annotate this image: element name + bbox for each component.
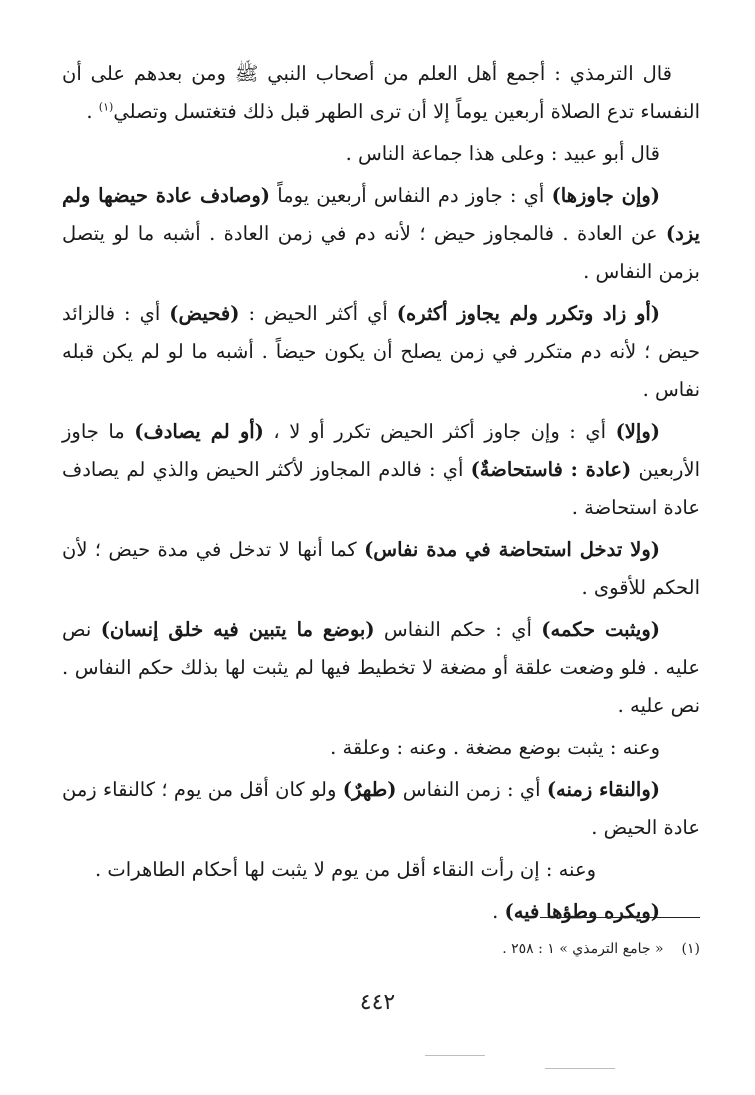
paragraph-abu-ubaid <box>62 135 700 173</box>
paragraph-text: وعنه : إن رأت النقاء أقل من يوم لا يثبت لها أحكام الطاهرات . <box>95 858 596 881</box>
commentary-text: أي أكثر الحيض : <box>239 302 397 325</box>
matn-phrase: (أو لم يصادف) <box>134 420 264 443</box>
scan-speck <box>425 1055 485 1056</box>
matn-phrase: (ويثبت حكمه) <box>541 618 660 641</box>
commentary-text: ما جاوز الأربعين <box>62 420 701 481</box>
matn-phrase: (أو زاد وتكرر ولم يجاوز أكثره) <box>396 302 660 325</box>
paragraph-disliked <box>62 893 700 931</box>
paragraph-exceeding <box>62 177 700 291</box>
commentary-text: كما أنها لا تدخل في مدة حيض ؛ لأن الحكم للأقوى . <box>62 538 700 599</box>
matn-phrase: (وصادف عادة حيضها ولم يزد) <box>62 184 700 245</box>
page-number: ٤٤٢ <box>359 990 396 1015</box>
paragraph-text: قال أبو عبيد : وعلى هذا جماعة الناس . <box>345 142 660 165</box>
paragraph-narration-1 <box>62 729 700 767</box>
matn-phrase: (والنقاء زمنه) <box>546 778 660 801</box>
paragraph-repeated <box>62 295 700 409</box>
paragraph-otherwise <box>62 413 700 527</box>
commentary-text: نص عليه . فلو وضعت علقة أو مضغة لا تخطيط فيها لم يثبت لها بذلك حكم النفاس . نص عليه . <box>62 618 700 717</box>
matn-phrase: (فحيض) <box>169 302 240 325</box>
matn-phrase: (وإن جاوزها) <box>551 184 661 207</box>
commentary-text: أي : زمن النفاس <box>396 778 547 801</box>
commentary-text: ولو كان أقل من يوم ؛ كالنقاء زمن عادة الحيض . <box>62 778 700 839</box>
matn-phrase: (وإلا) <box>615 420 660 443</box>
scan-speck <box>545 1068 615 1069</box>
paragraph-narration-2 <box>62 851 700 889</box>
paragraph-tirmidhi <box>62 55 700 131</box>
paragraph-text: قال الترمذي : أجمع أهل العلم من أصحاب النبي ﷺ ومن بعدهم على أن النفساء تدع الصلاة أربعين يوماً إلا أن ترى الطهر قبل ذلك فتغتسل وتصلي <box>62 62 700 123</box>
commentary-text: أي : جاوز دم النفاس أربعين يوماً <box>270 184 552 207</box>
paragraph-text: وعنه : يثبت بوضع مضغة . وعنه : وعلقة . <box>330 736 660 759</box>
footnote-separator <box>540 917 700 918</box>
commentary-text: عن العادة . فالمجاوز حيض ؛ لأنه دم في زمن العادة . أشبه ما لو يتصل بزمن النفاس . <box>62 222 700 283</box>
footnote-reference[interactable]: (١) <box>98 100 114 114</box>
matn-phrase: (طهرٌ) <box>342 778 397 801</box>
matn-phrase: (عادة : فاستحاضةٌ) <box>470 458 632 481</box>
paragraph-no-istihada <box>62 531 700 607</box>
footnote <box>502 937 700 961</box>
commentary-text: . <box>492 900 505 923</box>
paragraph-tail: . <box>86 100 99 123</box>
matn-phrase: (بوضع ما يتبين فيه خلق إنسان) <box>100 618 375 641</box>
matn-phrase: (ولا تدخل استحاضة في مدة نفاس) <box>364 538 660 561</box>
footnote-text: « جامع الترمذي » ١ : ٢٥٨ . <box>502 941 664 957</box>
commentary-text: أي : وإن جاوز أكثر الحيض تكرر أو لا ، <box>263 420 616 443</box>
commentary-text: أي : فالدم المجاوز لأكثر الحيض والذي لم يصادف عادة استحاضة . <box>62 458 700 519</box>
matn-phrase: (ويكره وطؤها فيه) <box>504 900 660 923</box>
paragraph-ruling <box>62 611 700 725</box>
commentary-text: أي : حكم النفاس <box>374 618 542 641</box>
commentary-text: أي : فالزائد حيض ؛ لأنه دم متكرر في زمن يصلح أن يكون حيضاً . أشبه ما لو لم يكن قبله نفاس . <box>62 302 700 401</box>
paragraph-purity <box>62 771 700 847</box>
main-text <box>62 55 700 935</box>
footnote-number: (١) <box>681 941 700 957</box>
